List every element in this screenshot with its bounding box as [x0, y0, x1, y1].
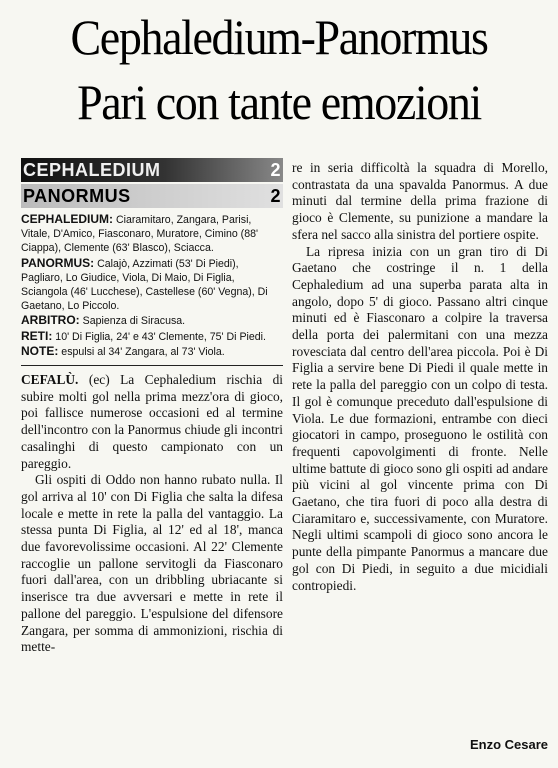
article-paragraph: Gli ospiti di Oddo non hanno rubato nulla. Il gol arriva al 10' con Di Figlia che salta la difesa locale e mette in rete la palla del vantaggio. La stessa punta Di Figlia, al 12' ed al 18', manca due favorevolissime occasioni. Al 22' Clemente raccoglie un pallone servitogli da Fiasconaro fuori dall'area, con un dribbling ubriacante si inserisce tra due avversari e mette in rete il pallone del pareggio. L'espulsione del difensore Zangara, per somma di ammonizioni, rischia di mette-: [21, 472, 283, 655]
team-score: 2: [270, 185, 281, 206]
article-paragraph: La ripresa inizia con un gran tiro di Di Gaetano che costringe il n. 1 della Cephaledium ad una superba parata alta in angolo, dopo 5' di gioco. Passano altri cinque minuti ed è Fiasconaro a colpire la traversa della porta dei palermitani con una mezza rovesciata dal centro dell'area piccola. Poi è Di Figlia a servire bene Di Piedi il quale mette in rete la palla del pareggio con un colpo di testa. Il gol è comunque preceduto dall'espulsione di Viola. Le due formazioni, entrambe con dieci giocatori in campo, proseguono le ostilità con frequenti capovolgimenti di fronte. Nelle ultime battute di gioco sono gli ospiti ad andare più vicini al gol vincente prima con Di Gaetano, che tira fuori di poco alla destra di Ciaramitaro e, successivamente, con Muratore. Negli ultimi scampoli di gioco sono ancora le punte della pimpante Panormus a mancare due gol con Di Piedi, in seguito a due micidiali contropiedi.: [292, 243, 548, 593]
team-score: 2: [270, 159, 281, 180]
byline: Enzo Cesare: [469, 737, 548, 752]
headline-line-1: Cephaledium-Panormus: [70, 9, 488, 65]
lineup-text: Calajò, Azzimati (53' Di Piedi), Pagliaro, Lo Giudice, Viola, Di Maio, Di Figlia, Sciangola (46' Lucchese), Castellese (60' Vegna), Di Gaetano, Lo Piccolo.: [21, 257, 268, 313]
lineup-away: [21, 256, 283, 314]
article-body-left: [21, 372, 283, 656]
left-column: [21, 158, 283, 656]
referee: [21, 313, 283, 328]
headline-line-2: Pari con tante emozioni: [77, 74, 481, 130]
article-paragraph: re in seria difficoltà la squadra di Morello, contrastata da una spavalda Panormus. A due minuti dal termine della prima frazione di gioco è Clemente, su punizione a mandare la sfera nel sacco alla sinistra del portiere ospite.: [292, 160, 548, 242]
score-row-away: [21, 184, 283, 208]
referee-text: Sapienza di Siracusa.: [82, 315, 186, 328]
notes: [21, 344, 283, 359]
team-name: PANORMUS: [23, 185, 131, 206]
dateline: CEFALÙ.: [21, 372, 79, 388]
right-column: [292, 160, 548, 594]
notes-text: espulsi al 34' Zangara, al 73' Viola.: [61, 345, 225, 358]
score-row-home: [21, 158, 283, 182]
article-paragraph: [21, 372, 283, 472]
team-name: CEPHALEDIUM: [23, 159, 161, 180]
lineup-text: Ciaramitaro, Zangara, Parisi, Vitale, D'Amico, Fiasconaro, Muratore, Cimino (88' Ciappa), Clemente (63' Blasco), Sciacca.: [21, 214, 258, 255]
goals-label: RETI:: [21, 328, 53, 343]
lineup-label: PANORMUS:: [21, 255, 95, 270]
paragraph-text: (ec) La Cephaledium rischia di subire molti gol nella prima mezz'ora di gioco, poi fallisce numerose occasioni ed al termine dell'incontro con la Panormus chiude gli incontri casalinghi di questo campionato con un pareggio.: [21, 372, 283, 471]
divider: [21, 365, 283, 366]
lineup-home: [21, 212, 283, 256]
goals: [21, 329, 283, 344]
scoreboard: [21, 158, 283, 208]
referee-label: ARBITRO:: [21, 313, 80, 328]
lineup-label: CEPHALEDIUM:: [21, 212, 113, 226]
notes-label: NOTE:: [21, 343, 59, 358]
goals-text: 10' Di Figlia, 24' e 43' Clemente, 75' Di Piedi.: [55, 330, 266, 343]
match-details: [21, 212, 283, 359]
